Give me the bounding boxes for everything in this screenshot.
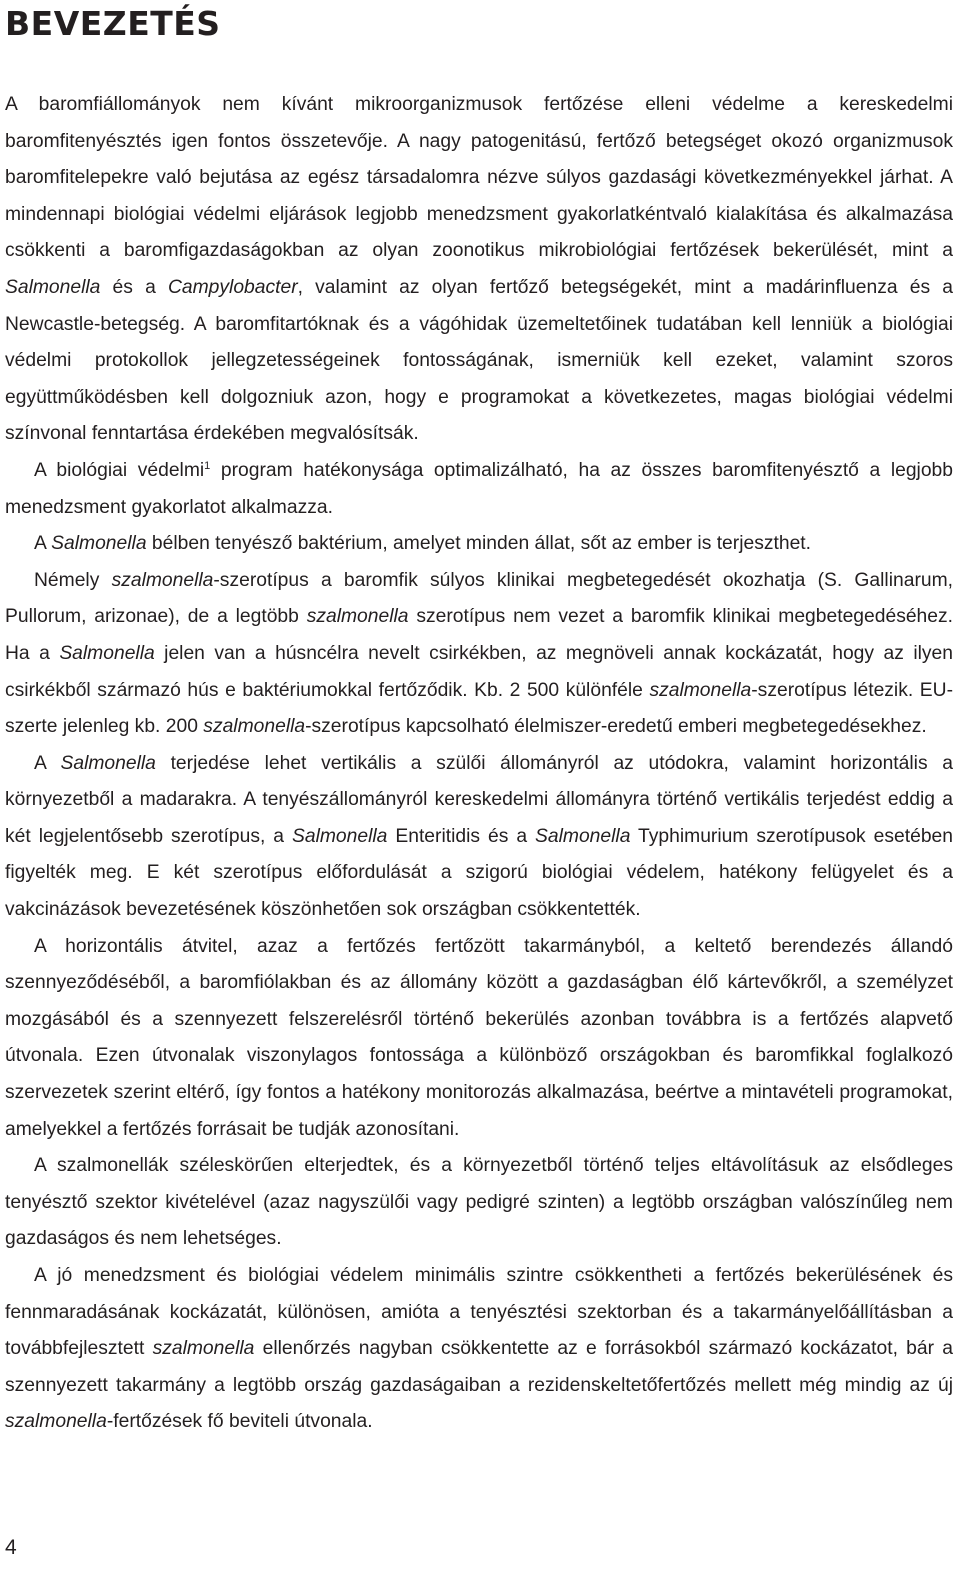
text-run: program hatékonysága optimalizálható, ha az összes baromfitenyésztő a legjobb menedzsment gyakorlatot alkalmazza. bbox=[5, 459, 953, 518]
text-run: jelen van a húsncélra nevelt csirkékben, az megnöveli annak kockázatát, hogy az ilyen csirkékből származó hús e baktériumokkal fertőződik. Kb. 2 500 különféle bbox=[5, 642, 953, 701]
text-run: , valamint az olyan fertőző betegségekét, mint a madárinfluenza és a Newcastle-betegség. A baromfitartóknak és a vágóhidak üzemeltetőinek tudatában kell lenniük a biológiai védelmi protokollok jellegzetességeinek fontosságának, ismerniük kell ezeket, valamint szoros együttműködésben kell dolgozniuk azon, hogy e programokat a következetes, magas biológiai védelmi színvonal fenntartása érdekében megvalósítsák. bbox=[5, 276, 953, 445]
text-run: A bbox=[34, 533, 52, 555]
text-run: A biológiai védelmi bbox=[34, 459, 205, 481]
paragraph bbox=[5, 1148, 953, 1258]
italic-text: szalmonella bbox=[5, 1411, 107, 1433]
italic-text: Campylobacter bbox=[167, 276, 298, 298]
text-run: Némely bbox=[34, 569, 112, 591]
text-run: bélben tenyésző baktérium, amelyet minden állat, sőt az ember is terjeszthet. bbox=[146, 533, 812, 555]
italic-text: szalmonella bbox=[111, 569, 214, 591]
italic-text: Salmonella bbox=[59, 642, 155, 664]
section-heading: BEVEZETÉS bbox=[5, 4, 221, 43]
text-run: terjedése lehet vertikális a szülői állományról az utódokra, valamint horizontális a környezetből a madarakra. A tenyészállományról kereskedelmi állományra történő vertikális terjedést eddig a két legjelentősebb szerotípus, a bbox=[5, 752, 954, 847]
text-run: A bbox=[34, 752, 61, 774]
body-text bbox=[5, 87, 953, 1441]
italic-text: Salmonella bbox=[5, 276, 101, 298]
italic-text: Salmonella bbox=[535, 825, 631, 847]
paragraph bbox=[5, 526, 953, 563]
text-run: -szerotípus létezik. EU-szerte jelenleg kb. 200 bbox=[5, 679, 953, 738]
paragraph bbox=[5, 453, 953, 526]
text-run: és a bbox=[100, 276, 168, 298]
text-run: A szalmonellák széleskörűen elterjedtek, és a környezetből történő teljes eltávolításuk az elsődleges tenyésztő szektor kivételével (azaz nagyszülői vagy pedigré szinten) a legtöbb országban valószínűleg nem gazdaságos és nem lehetséges. bbox=[5, 1155, 953, 1250]
text-run: -szerotípus kapcsolható élelmiszer-eredetű emberi megbetegedésekhez. bbox=[305, 716, 927, 738]
text-run: -szerotípus a baromfik súlyos klinikai megbetegedését okozhatja (S. Gallinarum, Pullorum, arizonae), de a legtöbb bbox=[5, 569, 954, 628]
italic-text: Salmonella bbox=[292, 825, 388, 847]
page-number: 4 bbox=[5, 1536, 17, 1559]
text-run: szerotípus nem vezet a baromfik klinikai megbetegedéséhez. Ha a bbox=[5, 606, 953, 664]
italic-text: szalmonella bbox=[306, 606, 409, 628]
paragraph bbox=[5, 746, 953, 929]
document-page bbox=[5, 0, 953, 1441]
italic-text: szalmonella bbox=[649, 679, 752, 701]
italic-text: szalmonella bbox=[203, 716, 306, 738]
text-run: Enteritidis és a bbox=[387, 825, 536, 847]
paragraph bbox=[5, 1258, 953, 1441]
italic-text: Salmonella bbox=[51, 533, 147, 555]
italic-text: Salmonella bbox=[60, 752, 156, 774]
text-run: A baromfiállományok nem kívánt mikroorganizmusok fertőzése elleni védelme a kereskedelmi baromfitenyésztés igen fontos összetevője. A nagy patogenitású, fertőző betegséget okozó organizmusok baromfitelepekre való bejutása az egész társadalomra nézve súlyos gazdasági következményekkel járhat. A mindennapi biológiai védelmi eljárások legjobb menedzsment gyakorlatkéntvaló kialakítása és alkalmazása csökkenti a baromfigazdaságokban az olyan zoonotikus mikrobiológiai fertőzések bekerülését, mint a bbox=[5, 94, 953, 262]
text-run: A horizontális átvitel, azaz a fertőzés fertőzött takarmányból, a keltető berendezés állandó szennyeződéséből, a baromfiólakban és az állomány között a gazdaságban élő kártevőkről, a személyzet mozgásából és a szennyezett felszerelésről történő bekerülés azonban továbbra is a fertőzés alapvető útvonala. Ezen útvonalak viszonylagos fontossága a különböző országokban és baromfikkal foglalkozó szervezetek szerint eltérő, így fontos a hatékony monitorozás alkalmazása, beértve a mintavételi programokat, amelyekkel a fertőzés forrásait be tudják azonosítani. bbox=[5, 935, 953, 1140]
paragraph bbox=[5, 563, 953, 746]
text-run: -fertőzések fő beviteli útvonala. bbox=[106, 1411, 373, 1433]
italic-text: szalmonella bbox=[152, 1338, 255, 1360]
paragraph bbox=[5, 87, 953, 453]
text-run: A jó menedzsment és biológiai védelem minimális szintre csökkentheti a fertőzés bekerülésének és fennmaradásának kockázatát, különösen, amióta a tenyésztési szektorban és a takarmányelőállításban a továbbfejlesztett bbox=[5, 1265, 953, 1360]
paragraph bbox=[5, 929, 953, 1149]
text-run: Typhimurium szerotípusok esetében figyelték meg. E két szerotípus előfordulását a szigorú biológiai védelem, hatékony felügyelet és a vakcinázások bevezetésének köszönhetően sok országban csökkentették. bbox=[5, 825, 953, 921]
footnote-marker: 1 bbox=[204, 459, 211, 472]
text-run: ellenőrzés nagyban csökkentette az e forrásokból származó kockázatot, bár a szennyezett takarmány a legtöbb ország gazdaságaiban a rezidenskeltetőfertőzés mellett még mindig az új bbox=[5, 1338, 953, 1396]
